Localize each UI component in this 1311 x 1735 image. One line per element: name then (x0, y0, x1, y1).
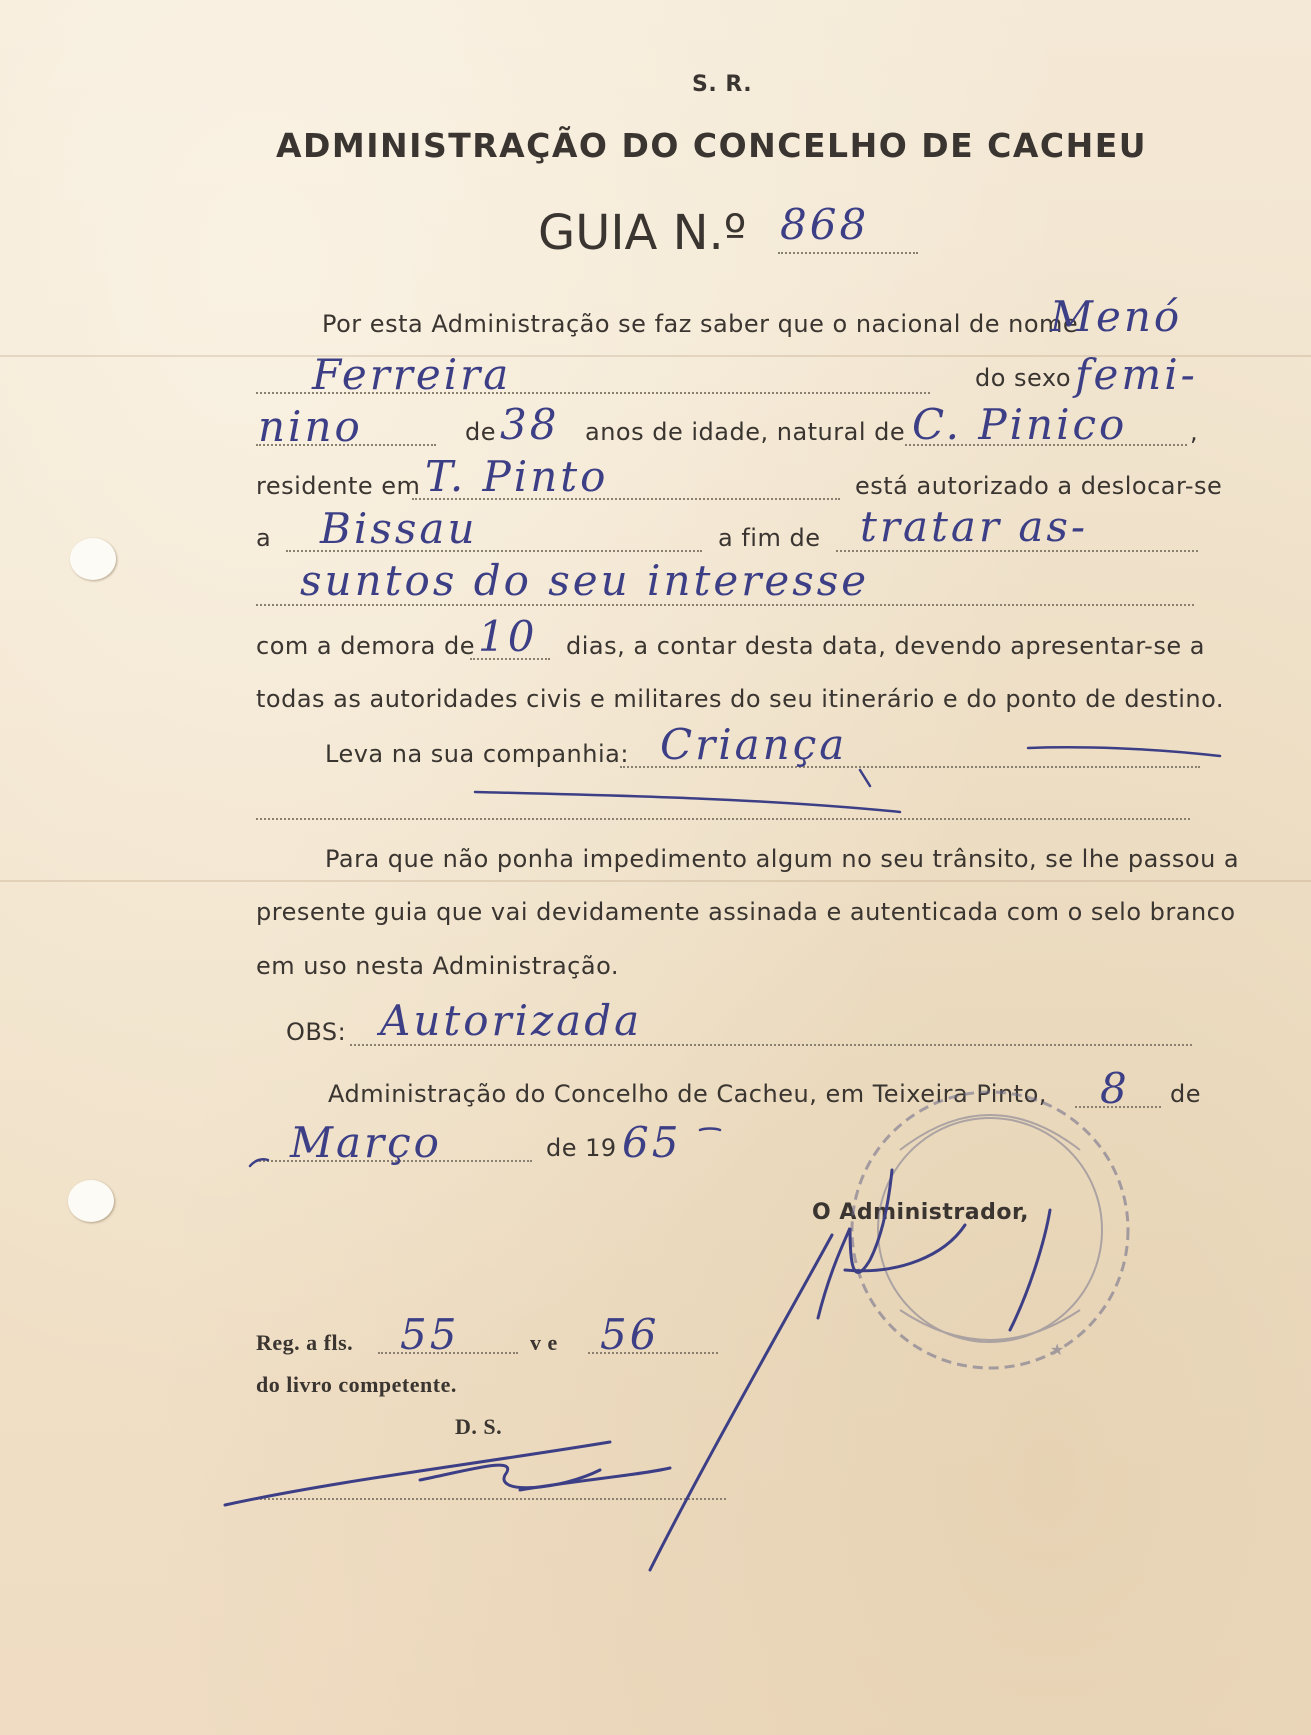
pen-strokes (250, 747, 1220, 1166)
reg-label: Reg. a fls. (256, 1330, 354, 1355)
destination: Bissau (320, 504, 478, 553)
year-label: de 19 (546, 1134, 617, 1162)
transit-text-3: em uso nesta Administração. (256, 952, 619, 980)
livro-text: do livro competente. (256, 1372, 457, 1397)
fim-label: a fim de (718, 524, 821, 552)
sex-part2: nino (258, 402, 363, 451)
ve-label: v e (530, 1330, 558, 1355)
a-label: a (256, 524, 272, 552)
companhia-label: Leva na sua companhia: (325, 740, 629, 768)
de2-label: de (1170, 1080, 1201, 1108)
obs-label: OBS: (286, 1018, 347, 1046)
autorizado-label: está autorizado a deslocar-se (855, 472, 1223, 500)
place-line: Administração do Concelho de Cacheu, em Teixeira Pinto, (328, 1080, 1047, 1108)
office-title: ADMINISTRAÇÃO DO CONCELHO DE CACHEU (276, 126, 1148, 165)
companion: Criança (660, 720, 848, 769)
sr-heading: S. R. (692, 72, 753, 97)
svg-text:★: ★ (1050, 1340, 1065, 1359)
intro-text: Por esta Administração se faz saber que o nacional de nome (322, 310, 1079, 338)
year-suffix: 65 (622, 1118, 682, 1167)
transit-text-1: Para que não ponha impedimento algum no seu trânsito, se lhe passou a (325, 845, 1240, 873)
sex-label: do sexo (975, 364, 1072, 392)
purpose-part2: suntos do seu interesse (300, 556, 870, 605)
ds-label: D. S. (455, 1414, 503, 1439)
official-seal (852, 1092, 1128, 1368)
name-part2: Ferreira (312, 350, 512, 399)
demora-label: com a demora de (256, 632, 475, 660)
residence: T. Pinto (425, 452, 609, 501)
ds-signature (225, 1442, 670, 1505)
birthplace: C. Pinico (912, 400, 1128, 449)
obs-value: Autorizada (380, 996, 643, 1045)
days-value: 10 (478, 612, 538, 661)
autoridades-text: todas as autoridades civis e militares do seu itinerário e do ponto de destino. (256, 685, 1225, 713)
transit-text-2: presente guia que vai devidamente assinada e autenticada com o selo branco (256, 898, 1236, 926)
fls-from: 55 (400, 1310, 460, 1359)
fls-to: 56 (600, 1310, 660, 1359)
month-value: Março (290, 1118, 442, 1167)
administrator-signature (650, 1170, 1050, 1570)
demora-rest: dias, a contar desta data, devendo apresentar-se a (566, 632, 1205, 660)
guia-label: GUIA N.º (538, 205, 747, 261)
purpose-part1: tratar as- (860, 502, 1089, 551)
comma: , (1190, 418, 1199, 446)
name-part1: Menó (1050, 292, 1183, 341)
de-label: de (465, 418, 496, 446)
anos-label: anos de idade, natural de (585, 418, 906, 446)
day-value: 8 (1100, 1064, 1130, 1113)
residente-label: residente em (256, 472, 421, 500)
guia-number: 868 (780, 200, 870, 249)
sex-part1: femi- (1075, 350, 1198, 399)
age-value: 38 (500, 400, 560, 449)
administrador-label: O Administrador, (812, 1200, 1029, 1225)
